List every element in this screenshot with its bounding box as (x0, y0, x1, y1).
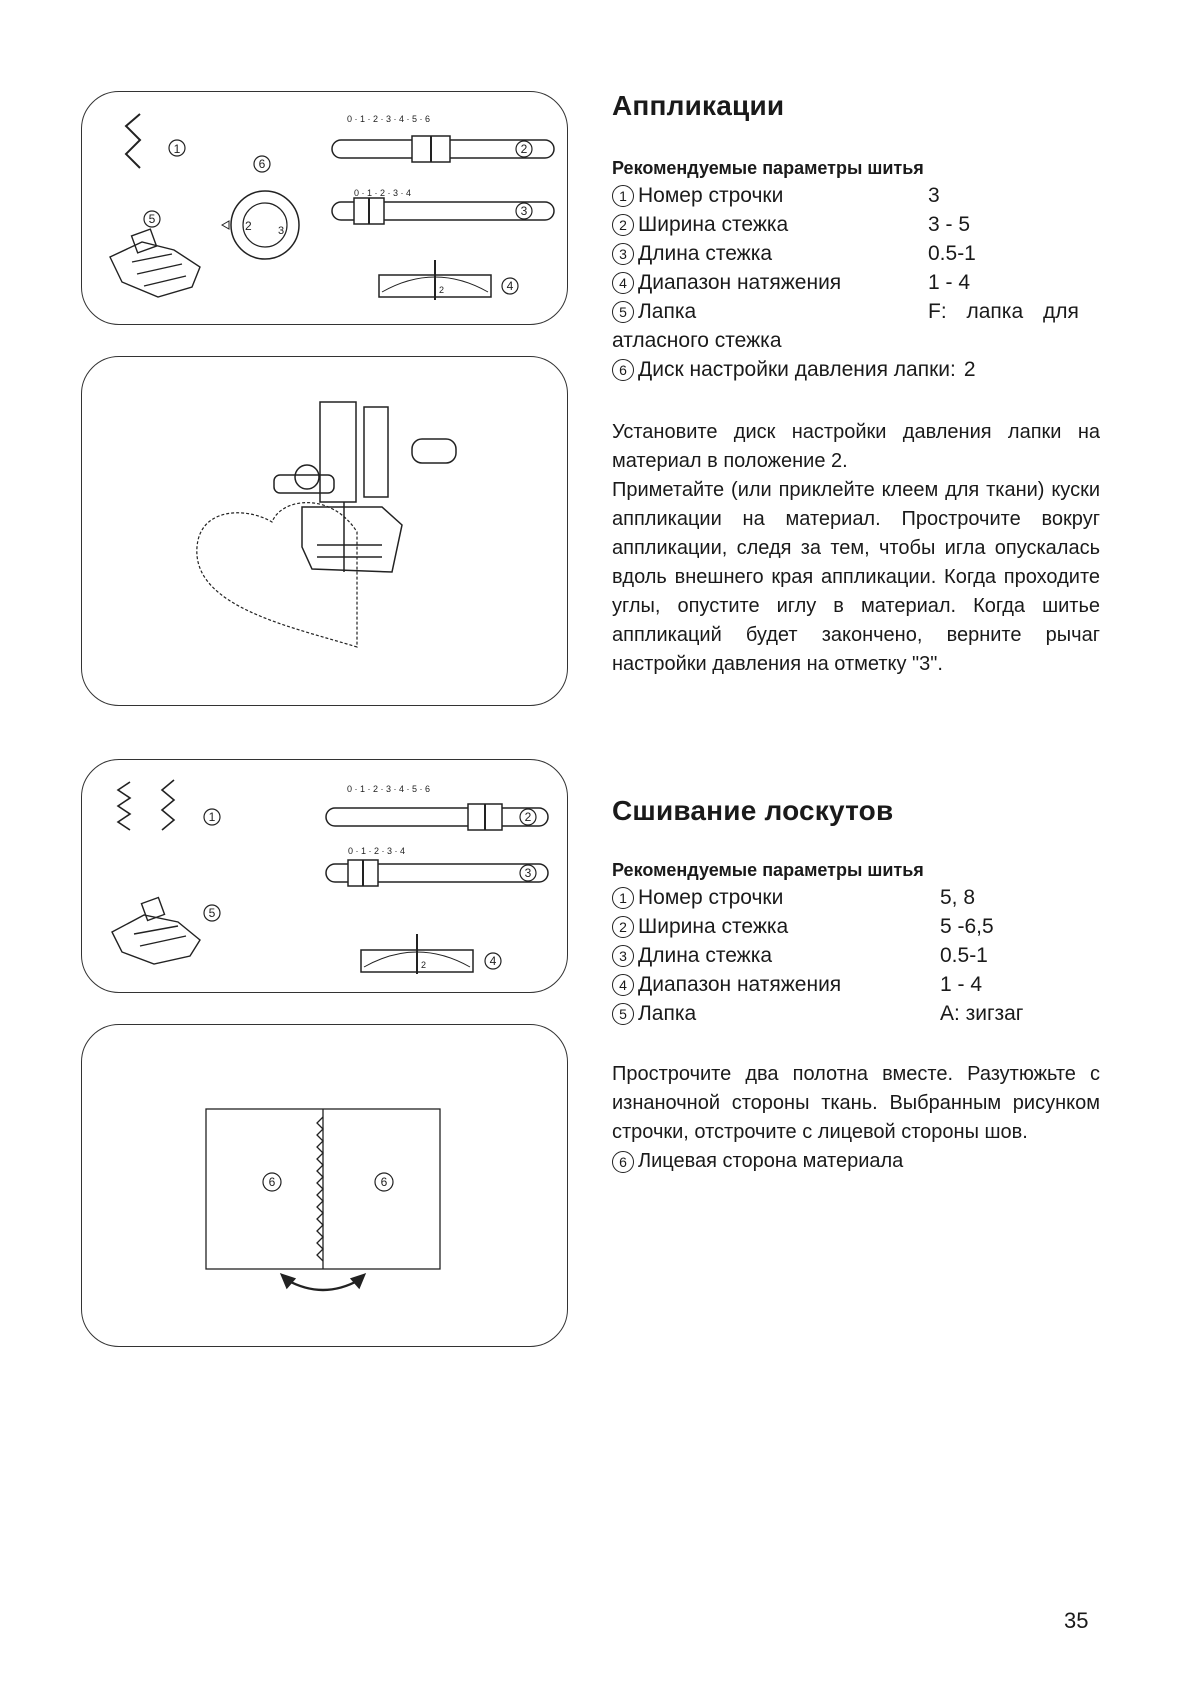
width-scale-label: 0 · 1 · 2 · 3 · 4 · 5 · 6 (347, 114, 431, 124)
presser-foot-needle-image (274, 402, 456, 572)
figure-patchwork-settings (81, 759, 568, 993)
tension-mark: 2 (439, 285, 445, 295)
pressure-dial-icon (222, 191, 299, 259)
page-number: 35 (1064, 1608, 1089, 1633)
param-row: 4 Диапазон натяжения 1 - 4 (612, 268, 1100, 297)
note-row: 6 Лицевая сторона материала (612, 1147, 1100, 1176)
paragraph: Прострочите два полотна вместе. Разутюжьте с изнаночной стороны ткань. Выбранным рисунком строчки, отстрочите с лицевой стороны шов. (612, 1063, 1100, 1143)
presser-foot-icon (112, 897, 200, 964)
fabric-pieces-image (206, 1109, 440, 1269)
callout-2: 2 (524, 810, 532, 824)
zigzag-stitch-icon (126, 114, 140, 168)
curved-double-arrow-icon (282, 1275, 364, 1290)
paragraph: Приметайте (или приклейте клеем для ткани) куски аппликации на материал. Прострочите вокруг аппликации, следя за тем, чтобы игла опускалась вдоль внешнего края аппликации. Когда проходите углы, опустите иглу в материал. Когда шитье аппликаций будет закончено, верните рычаг настройки давления на отметку "3". (612, 479, 1100, 675)
tension-mark: 2 (421, 960, 427, 970)
param-row: 3 Длина стежка 0.5-1 (612, 941, 1100, 970)
param-row: 3 Длина стежка 0.5-1 (612, 239, 1100, 268)
paragraph: Установите диск настройки давления лапки на материал в положение 2. (612, 421, 1100, 472)
presser-foot-icon (110, 229, 200, 297)
section-title: Аппликации (612, 90, 785, 121)
section-title: Сшивание лоскутов (612, 795, 894, 826)
callout-3: 3 (524, 866, 532, 880)
callout-6-left: 6 (268, 1175, 276, 1189)
applique-instructions (612, 418, 1100, 679)
callout-4: 4 (489, 954, 497, 968)
param-row: 2 Ширина стежка 3 - 5 (612, 210, 1100, 239)
heart-applique-image (197, 503, 357, 647)
param-row: 2 Ширина стежка 5 -6,5 (612, 912, 1100, 941)
applique-params (612, 158, 1100, 384)
callout-6-right: 6 (380, 1175, 388, 1189)
param-row: 5 Лапка А: зигзаг (612, 999, 1100, 1028)
section-applique (612, 90, 1100, 122)
tension-dial-icon (379, 260, 491, 300)
figure-applique-heart (81, 356, 568, 706)
zigzag-stitch-icon (118, 780, 174, 830)
figure-applique-settings (81, 91, 568, 325)
callout-1: 1 (173, 142, 181, 156)
tension-dial-icon (361, 934, 473, 974)
callout-2: 2 (520, 142, 528, 156)
width-scale-label: 0 · 1 · 2 · 3 · 4 · 5 · 6 (347, 784, 431, 794)
figure-patchwork-fabric (81, 1024, 568, 1347)
callout-5: 5 (208, 906, 216, 920)
callout-5: 5 (148, 212, 156, 226)
length-scale-label: 0 · 1 · 2 · 3 · 4 (348, 846, 406, 856)
callout-3: 3 (520, 204, 528, 218)
callout-4: 4 (506, 279, 514, 293)
patchwork-instructions (612, 1060, 1100, 1176)
param-row-cont: атласного стежка (612, 329, 782, 352)
param-row: 4 Диапазон натяжения 1 - 4 (612, 970, 1100, 999)
callout-1: 1 (208, 810, 216, 824)
param-row: 5 Лапка F: лапка для (612, 297, 1100, 326)
param-row: 1 Номер строчки 5, 8 (612, 883, 1100, 912)
dial-mark: 2 (245, 219, 252, 233)
param-row: 6 Диск настройки давления лапки: 2 (612, 355, 1100, 384)
param-row: 1 Номер строчки 3 (612, 181, 1100, 210)
dial-mark-2: 3 (278, 225, 285, 237)
patchwork-params (612, 860, 1100, 1028)
section-patchwork (612, 795, 1100, 827)
callout-6: 6 (258, 157, 266, 171)
params-subtitle: Рекомендуемые параметры шитья (612, 860, 924, 880)
params-subtitle: Рекомендуемые параметры шитья (612, 158, 924, 178)
length-scale-label: 0 · 1 · 2 · 3 · 4 (354, 188, 412, 198)
